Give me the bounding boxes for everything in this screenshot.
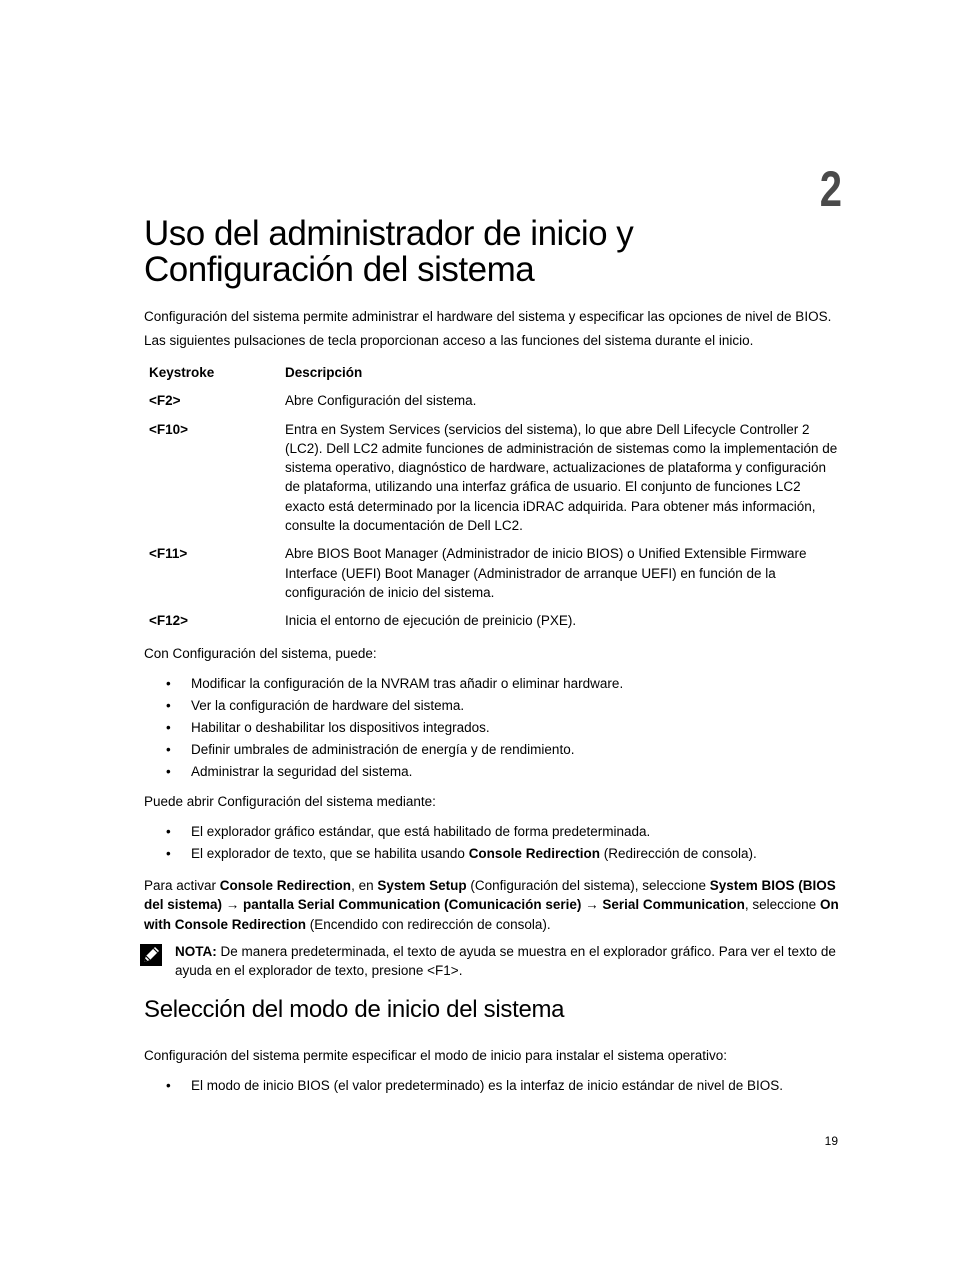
list-item: • El explorador de texto, que se habilita usando Console Redirection (Redirección de consola). — [166, 846, 757, 861]
list-item: • Administrar la seguridad del sistema. — [166, 764, 413, 779]
console-redirection-term: Console Redirection — [468, 846, 600, 861]
list-item: • Habilitar o deshabilitar los dispositivos integrados. — [166, 720, 490, 735]
bullet-icon: • — [166, 720, 171, 735]
list-item: • Modificar la configuración de la NVRAM tras añadir o eliminar hardware. — [166, 676, 624, 691]
pencil-note-icon — [140, 944, 162, 966]
bullet-icon: • — [166, 698, 171, 713]
description-cell: Abre BIOS Boot Manager (Administrador de inicio BIOS) o Unified Extensible Firmware Interface (UEFI) Boot Manager (Administrador de arranque UEFI) en función de la configuración de inicio del sistema. — [285, 546, 807, 600]
header-keystroke: Keystroke — [149, 365, 215, 380]
bullet-icon: • — [166, 824, 171, 839]
bullet-icon: • — [166, 676, 171, 691]
intro-paragraph-1: Configuración del sistema permite administrar el hardware del sistema y especificar las opciones de nivel de BIOS. — [144, 309, 832, 324]
list-item: • El explorador gráfico estándar, que está habilitado de forma predeterminada. — [166, 824, 651, 839]
open-setup-lead: Puede abrir Configuración del sistema mediante: — [144, 794, 436, 809]
key-cell: <F12> — [149, 613, 189, 629]
key-cell: <F11> — [149, 546, 188, 562]
list-item: • Ver la configuración de hardware del sistema. — [166, 698, 465, 713]
list-item: • Definir umbrales de administración de energía y de rendimiento. — [166, 742, 575, 757]
description-cell: Abre Configuración del sistema. — [285, 393, 477, 409]
bullet-icon: • — [166, 1078, 171, 1093]
intro-paragraph-2: Las siguientes pulsaciones de tecla proporcionan acceso a las funciones del sistema durante el inicio. — [144, 333, 754, 348]
description-cell: Inicia el entorno de ejecución de preinicio (PXE). — [285, 613, 577, 629]
page-number: 19 — [824, 1134, 838, 1148]
section-paragraph: Configuración del sistema permite especificar el modo de inicio para instalar el sistema operativo: — [144, 1048, 728, 1063]
section-title: Selección del modo de inicio del sistema — [144, 996, 565, 1023]
note-paragraph: NOTA: De manera predeterminada, el texto de ayuda se muestra en el explorador gráfico. Para ver el texto de ayuda en el explorador de texto, presione <F1>. — [175, 944, 836, 979]
chapter-title: Uso del administrador de inicio y Configuración del sistema — [144, 214, 634, 289]
table-row — [144, 420, 844, 545]
bullet-icon: • — [166, 742, 171, 757]
activate-paragraph: Para activar Console Redirection, en System Setup (Configuración del sistema), seleccione System BIOS (BIOS del sistema) → pantalla Serial Communication (Comunicación serie) → Serial Communication, seleccione On with Console Redirection (Encendido con redirección de consola). — [144, 878, 839, 932]
key-cell: <F10> — [149, 421, 189, 437]
table-row — [144, 611, 844, 639]
chapter-number: 2 — [819, 161, 842, 217]
list-item: • El modo de inicio BIOS (el valor predeterminado) es la interfaz de inicio estándar de nivel de BIOS. — [166, 1078, 784, 1093]
table-header-row — [144, 363, 844, 391]
with-setup-list — [144, 674, 844, 784]
note-label: NOTA: — [175, 944, 217, 959]
table-row — [144, 544, 844, 611]
bullet-icon: • — [166, 764, 171, 779]
description-cell: Entra en System Services (servicios del sistema), lo que abre Dell Lifecycle Controller 2 (LC2). Dell LC2 admite funciones de administración de sistemas como la implementación de sistema operativo, diagnóstico de hardware, actualizaciones de plataforma y configuración de plataforma, utilizando una interfaz gráfica de usuario. El conjunto de funciones LC2 exacto está determinado por la licencia iDRAC adquirida. Para obtener más información, consulte la documentación de Dell LC2. — [285, 421, 838, 534]
table-row — [144, 391, 844, 419]
with-setup-lead: Con Configuración del sistema, puede: — [144, 646, 377, 661]
bullet-icon: • — [166, 846, 171, 861]
header-description: Descripción — [285, 365, 363, 380]
open-setup-list — [144, 822, 844, 866]
boot-mode-list — [144, 1076, 844, 1098]
keystroke-table — [144, 363, 844, 640]
key-cell: <F2> — [149, 393, 181, 409]
